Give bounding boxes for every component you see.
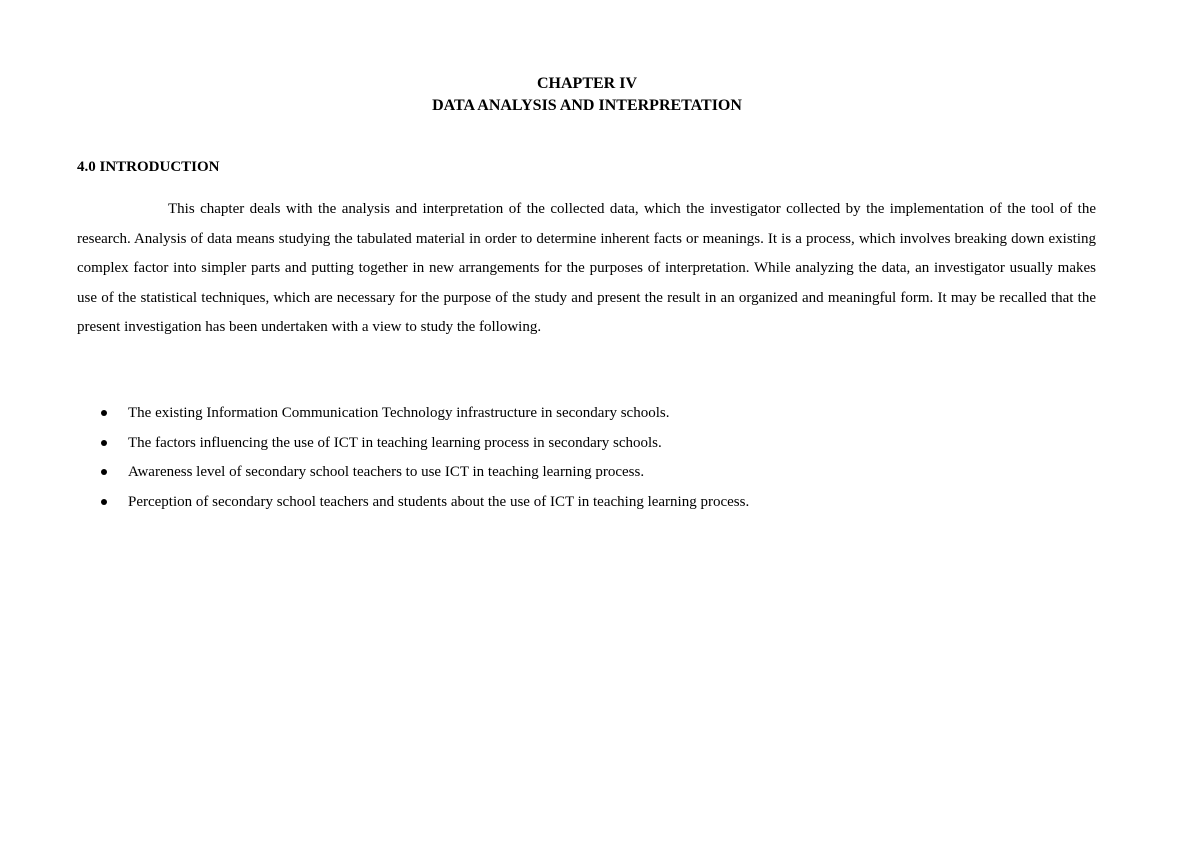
bullet-icon bbox=[101, 469, 107, 475]
list-item-text: The existing Information Communication Technology infrastructure in secondary schools. bbox=[128, 405, 670, 421]
objective-list bbox=[77, 400, 1096, 518]
chapter-number: CHAPTER IV bbox=[536, 75, 637, 92]
bullet-icon bbox=[101, 499, 107, 505]
chapter-title: DATA ANALYSIS AND INTERPRETATION bbox=[432, 97, 742, 114]
intro-paragraph: This chapter deals with the analysis and interpretation of the collected data, which the investigator collected by the implementation of the tool of the research. Analysis of data means studying the tabulated material in order to determine inherent facts or meanings. It is a process, which involves breaking down existing complex factor into simpler parts and putting together in new arrangements for the purposes of interpretation. While analyzing the data, an investigator usually makes use of the statistical techniques, which are necessary for the purpose of the study and present the result in an organized and meaningful form. It may be recalled that the present investigation has been undertaken with a view to study the following. bbox=[77, 201, 1096, 336]
list-item bbox=[77, 400, 1096, 430]
list-item bbox=[77, 459, 1096, 489]
section-heading: 4.0 INTRODUCTION bbox=[77, 159, 220, 175]
list-item-text: The factors influencing the use of ICT in teaching learning process in secondary schools. bbox=[128, 434, 662, 451]
bullet-icon bbox=[101, 410, 107, 416]
list-item bbox=[77, 489, 1096, 519]
chapter-header bbox=[0, 73, 1174, 117]
list-item-text: Awareness level of secondary school teachers to use ICT in teaching learning process. bbox=[128, 464, 645, 481]
bullet-icon bbox=[101, 440, 107, 446]
list-item-text: Perception of secondary school teachers and students about the use of ICT in teaching learning process. bbox=[128, 493, 750, 510]
list-item bbox=[77, 430, 1096, 460]
